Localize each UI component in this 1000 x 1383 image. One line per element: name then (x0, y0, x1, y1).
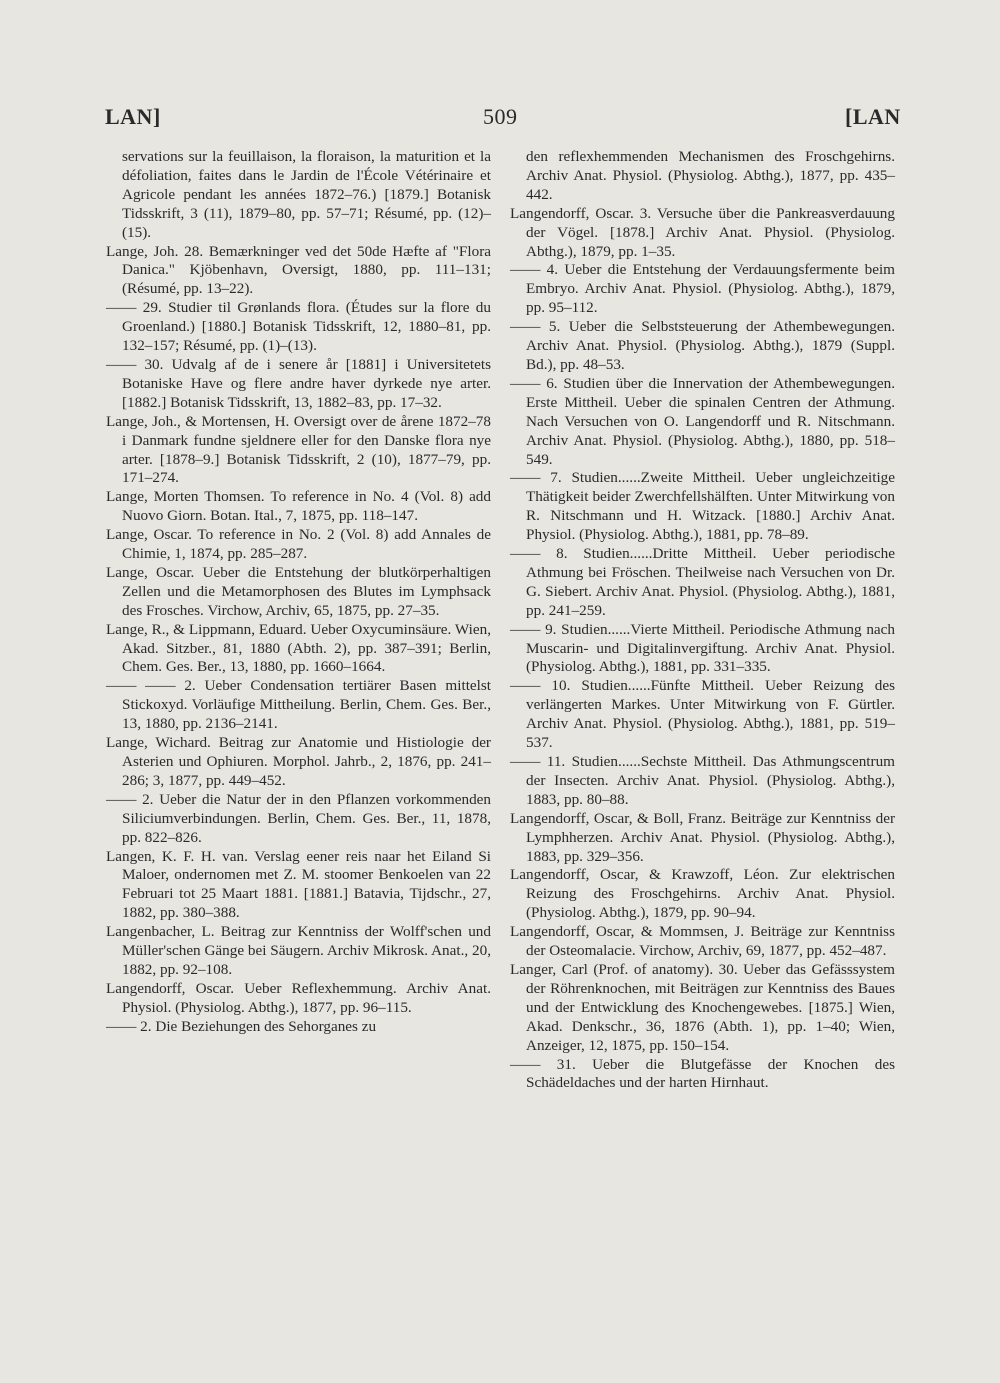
bibliography-entry: Lange, Joh. 28. Bemærkninger ved det 50de Hæfte af "Flora Danica." Kjöbenhavn, Oversigt, 1880, pp. 111–131; (Résumé, pp. 13–22). (106, 242, 491, 298)
bibliography-entry: —— 2. Ueber die Natur der in den Pflanzen vorkommenden Siliciumverbindungen. Berlin, Chem. Ges. Ber., 11, 1878, pp. 822–826. (106, 790, 491, 846)
bibliography-entry: —— 5. Ueber die Selbststeuerung der Athembewegungen. Archiv Anat. Physiol. (Physiolog. Abthg.), 1879 (Suppl. Bd.), pp. 48–53. (510, 318, 895, 373)
bibliography-entry: Lange, Oscar. To reference in No. 2 (Vol. 8) add Annales de Chimie, 1, 1874, pp. 285–287. (106, 526, 491, 563)
bibliography-entry: —— 9. Studien......Vierte Mittheil. Periodische Athmung nach Muscarin- und Digitalinvergiftung. Archiv Anat. Physiol. (Physiolog. Abthg.), 1881, pp. 331–335. (510, 620, 895, 676)
bibliography-entry: —— 4. Ueber die Entstehung der Verdauungsfermente beim Embryo. Archiv Anat. Physiol. (Physiolog. Abthg.), 1879, pp. 95–112. (510, 261, 895, 317)
page-number: 509 (483, 104, 518, 129)
bibliography-entry: —— 2. Die Beziehungen des Sehorganes zu (106, 1017, 377, 1035)
bibliography-entry: Langenbacher, L. Beitrag zur Kenntniss der Wolff'schen und Müller'schen Gänge bei Säugern. Archiv Mikrosk. Anat., 20, 1882, pp. 92–108. (106, 923, 491, 978)
bibliography-entry: Lange, Wichard. Beitrag zur Anatomie und Histiologie der Asterien und Ophiuren. Morphol. Jahrb., 2, 1876, pp. 241–286; 3, 1877, pp. 449–452. (106, 734, 491, 789)
bibliography-entry: Langer, Carl (Prof. of anatomy). 30. Ueber das Gefässsystem der Röhrenknochen, mit Beiträgen zur Kenntniss des Baues und der Entwicklung des Knochengewebes. [1875.] Wien, Akad. Denkschr., 36, 1876 (Abth. 1), pp. 1–40; Wien, Anzeiger, 12, 1875, pp. 150–154. (510, 960, 895, 1054)
bibliography-entry: —— 31. Ueber die Blutgefässe der Knochen des Schädeldaches und der harten Hirnhaut. (510, 1055, 895, 1092)
bibliography-entry: den reflexhemmenden Mechanismen des Froschgehirns. Archiv Anat. Physiol. (Physiolog. Abthg.), 1877, pp. 435–442. (526, 148, 895, 203)
left-column (106, 148, 491, 1037)
running-head-left: LAN] (105, 104, 161, 129)
bibliography-entry: —— 11. Studien......Sechste Mittheil. Das Athmungscentrum der Insecten. Archiv Anat. Physiol. (Physiolog. Abthg.), 1883, pp. 80–88. (510, 753, 895, 808)
bibliography-entry: —— 30. Udvalg af de i senere år [1881] i Universitetets Botaniske Have og flere andre haver dyrkede nye arter. [1882.] Botanisk Tidsskrift, 13, 1882–83, pp. 17–32. (106, 355, 491, 411)
bibliography-entry: Langendorff, Oscar, & Boll, Franz. Beiträge zur Kenntniss der Lymphherzen. Archiv Anat. Physiol. (Physiolog. Abthg.), 1883, pp. 329–356. (510, 809, 895, 865)
bibliography-entry: —— 10. Studien......Fünfte Mittheil. Ueber Reizung des verlängerten Markes. Unter Mitwirkung von F. Gürtler. Archiv Anat. Physiol. (Physiolog. Abthg.), 1881, pp. 519–537. (510, 677, 895, 752)
bibliography-entry: Langen, K. F. H. van. Verslag eener reis naar het Eiland Si Maloer, ondernomen met Z. M. stoomer Benkoelen van 22 Februari tot 25 Maart 1881. [1881.] Batavia, Tijdschr., 27, 1882, pp. 380–388. (106, 847, 491, 922)
bibliography-entry: servations sur la feuillaison, la floraison, la maturition et la défoliation, faites dans le Jardin de l'École Vétérinaire et Agricole pendant les années 1872–76.) [1879.] Botanisk Tidsskrift, 3 (11), 1879–80, pp. 57–71; Résumé, pp. (12)–(15). (122, 148, 491, 241)
bibliography-entry: Langendorff, Oscar. Ueber Reflexhemmung. Archiv Anat. Physiol. (Physiolog. Abthg.), 1877, pp. 96–115. (106, 979, 491, 1016)
bibliography-entry: Langendorff, Oscar, & Mommsen, J. Beiträge zur Kenntniss der Osteomalacie. Virchow, Archiv, 69, 1877, pp. 452–487. (510, 923, 895, 960)
bibliography-entry: —— —— 2. Ueber Condensation tertiärer Basen mittelst Stickoxyd. Vorläufige Mittheilung. Berlin, Chem. Ges. Ber., 13, 1880, pp. 2136–2141. (106, 677, 491, 733)
running-head-right: [LAN (845, 104, 901, 129)
bibliography-entry: Lange, R., & Lippmann, Eduard. Ueber Oxycuminsäure. Wien, Akad. Sitzber., 81, 1880 (Abth. 2), pp. 387–391; Berlin, Chem. Ges. Ber., 13, 1880, pp. 1660–1664. (106, 620, 491, 676)
bibliography-entry: —— 6. Studien über die Innervation der Athembewegungen. Erste Mittheil. Ueber die spinalen Centren der Athmung. Nach Versuchen von O. Langendorff und R. Nitschmann. Archiv Anat. Physiol. (Physiolog. Abthg.), 1880, pp. 518–549. (510, 374, 895, 468)
bibliography-entry: Lange, Joh., & Mortensen, H. Oversigt over de årene 1872–78 i Danmark fundne sjeldnere eller for den Danske flora nye arter. [1878–9.] Botanisk Tidsskrift, 2 (10), 1877–79, pp. 171–274. (106, 412, 491, 487)
bibliography-entry: —— 8. Studien......Dritte Mittheil. Ueber periodische Athmung bei Fröschen. Theilweise nach Versuchen von Dr. G. Siebert. Archiv Anat. Physiol. (Physiolog. Abthg.), 1881, pp. 241–259. (510, 545, 895, 619)
right-column (510, 148, 895, 1093)
bibliography-entry: Lange, Morten Thomsen. To reference in No. 4 (Vol. 8) add Nuovo Giorn. Botan. Ital., 7, 1875, pp. 118–147. (106, 488, 491, 525)
bibliography-entry: Langendorff, Oscar. 3. Versuche über die Pankreasverdauung der Vögel. [1878.] Archiv Anat. Physiol. (Physiolog. Abthg.), 1879, pp. 1–35. (510, 204, 895, 260)
bibliography-entry: —— 29. Studier til Grønlands flora. (Études sur la flore du Groenland.) [1880.] Botanisk Tidsskrift, 12, 1880–81, pp. 132–157; Résumé, pp. (1)–(13). (106, 299, 491, 355)
bibliography-entry: Lange, Oscar. Ueber die Entstehung der blutkörperhaltigen Zellen und die Metamorphosen des Blutes im Lymphsack des Frosches. Virchow, Archiv, 65, 1875, pp. 27–35. (106, 563, 491, 619)
bibliography-entry: —— 7. Studien......Zweite Mittheil. Ueber ungleichzeitige Thätigkeit beider Zwerchfellshälften. Unter Mitwirkung von R. Nitschmann und H. Witzack. [1880.] Archiv Anat. Physiol. (Physiolog. Abthg.), 1881, pp. 78–89. (510, 469, 895, 544)
bibliography-entry: Langendorff, Oscar, & Krawzoff, Léon. Zur elektrischen Reizung des Froschgehirns. Archiv Anat. Physiol. (Physiolog. Abthg.), 1879, pp. 90–94. (510, 866, 895, 922)
